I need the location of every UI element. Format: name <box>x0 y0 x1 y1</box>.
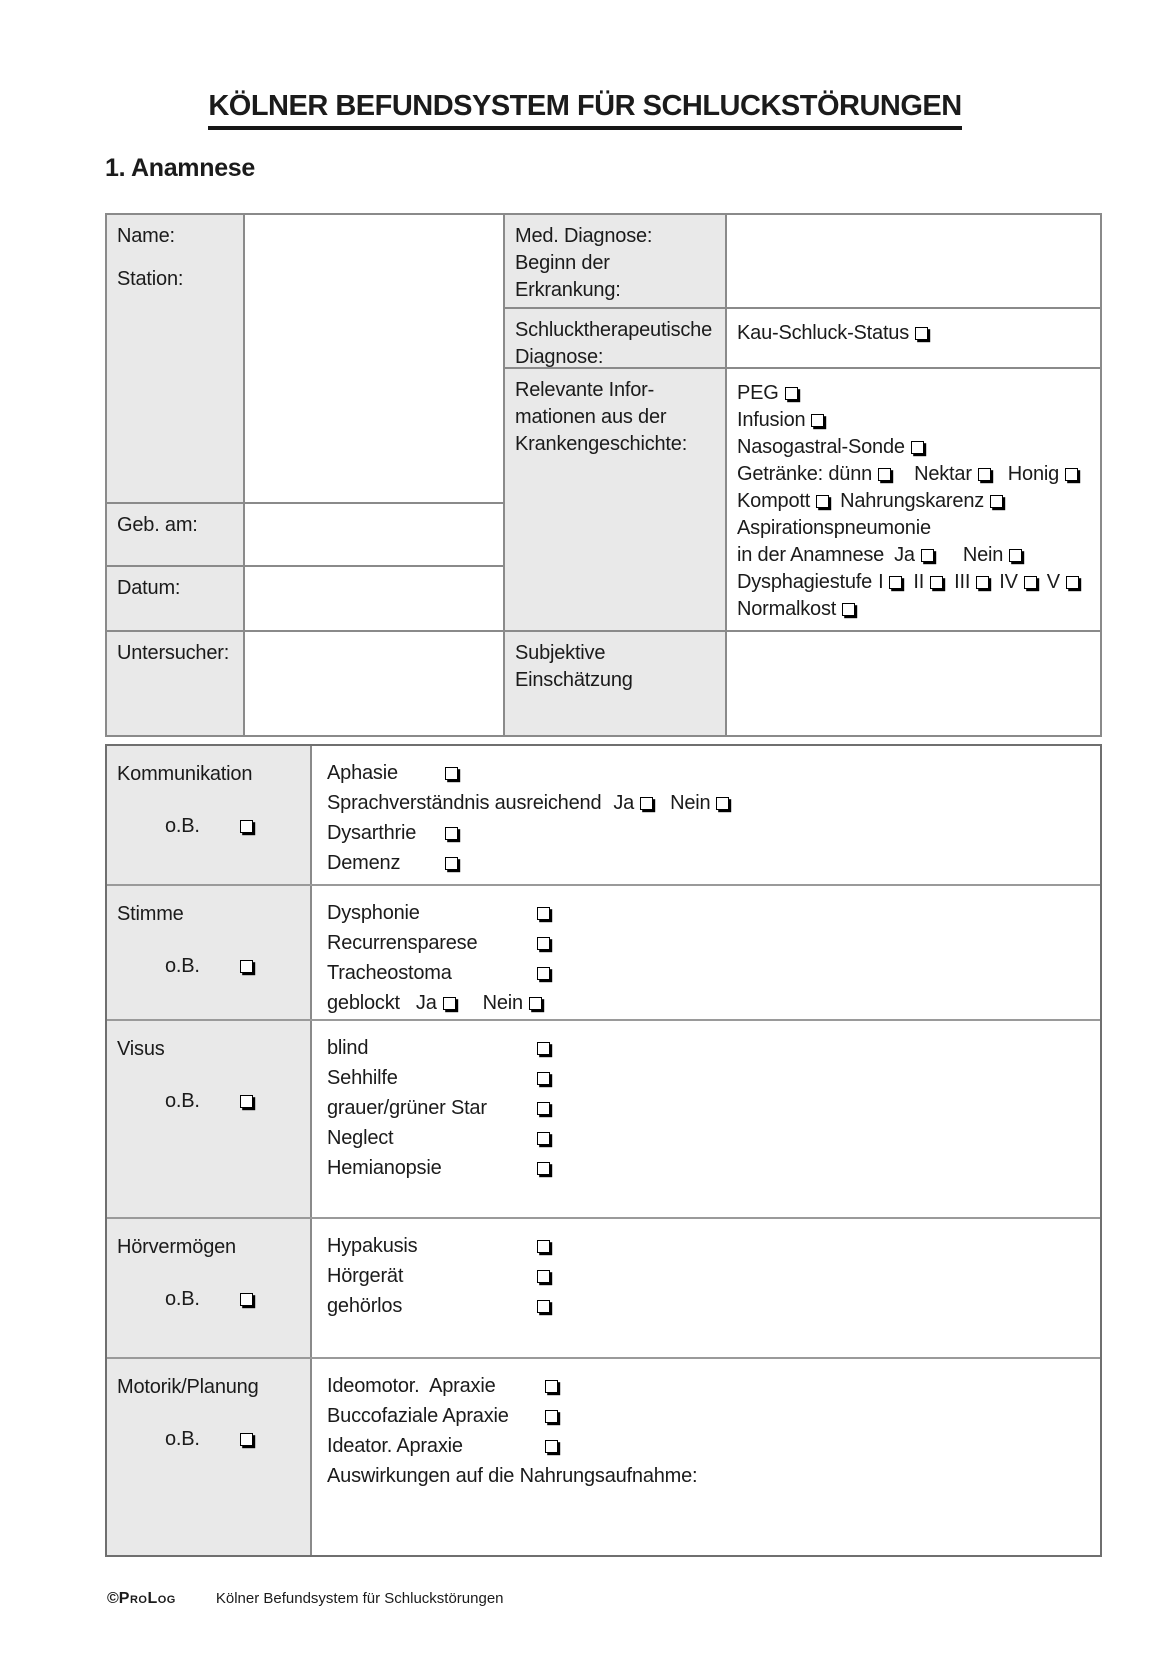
item-line <box>327 1123 1096 1153</box>
checkbox-icon[interactable] <box>811 414 824 427</box>
item-label: grauer/grüner Star <box>327 1096 487 1119</box>
ob-line <box>117 1428 304 1451</box>
checkbox-icon[interactable] <box>545 1440 558 1453</box>
item-line <box>737 434 1096 461</box>
med-diagnose-input-cell[interactable] <box>727 215 1100 307</box>
item-label: Nein <box>962 544 1004 566</box>
spacer <box>905 582 913 583</box>
checkbox-icon[interactable] <box>443 997 456 1010</box>
checkbox-icon[interactable] <box>537 907 550 920</box>
category-cell <box>107 746 312 884</box>
med-diagnose-label-cell <box>505 215 727 307</box>
relevante-info-label-1: Relevante Infor- <box>515 379 655 401</box>
item-label: Aspirationspneumonie <box>737 517 931 539</box>
med-diagnose-label: Med. Diagnose: <box>515 225 653 247</box>
item-label: Normalkost <box>737 598 837 620</box>
subjektive-label-1: Subjektive <box>515 642 606 664</box>
item-label: Ideomotor. Apraxie <box>327 1374 496 1397</box>
item-line <box>327 988 1096 1018</box>
row-untersucher <box>107 630 503 735</box>
item-label: Aphasie <box>327 761 398 784</box>
checkbox-icon[interactable] <box>537 1162 550 1175</box>
item-line <box>327 958 1096 988</box>
spacer <box>656 803 670 804</box>
schluck-diagnose-label-2: Diagnose: <box>515 346 604 368</box>
datum-label: Datum: <box>117 577 181 599</box>
findings-cell <box>312 746 1100 884</box>
checkbox-icon[interactable] <box>976 576 989 589</box>
findings-cell <box>312 1359 1100 1555</box>
item-label: Neglect <box>327 1126 394 1149</box>
spacer <box>937 555 963 556</box>
item-line <box>737 488 1096 515</box>
assessment-table <box>105 744 1102 1557</box>
spacer <box>832 501 840 502</box>
findings-cell <box>312 1021 1100 1217</box>
item-label: Infusion <box>737 409 806 431</box>
ob-line <box>117 955 304 978</box>
checkbox-icon[interactable] <box>240 1293 253 1306</box>
checkbox-icon[interactable] <box>545 1380 558 1393</box>
ob-line <box>117 1090 304 1113</box>
item-line <box>737 407 1096 434</box>
item-label: o.B. <box>165 1288 200 1310</box>
item-line <box>327 1153 1096 1183</box>
relevante-info-options-cell <box>727 369 1100 630</box>
name-label: Name: <box>117 225 175 247</box>
ob-line <box>117 815 304 838</box>
item-line <box>327 898 1096 928</box>
checkbox-icon[interactable] <box>445 827 458 840</box>
checkbox-icon[interactable] <box>889 576 902 589</box>
item-label: Dysphonie <box>327 901 420 924</box>
subjektive-einschaetzung-label-cell <box>505 632 727 735</box>
item-label: Ja <box>613 791 635 814</box>
item-label: Hypakusis <box>327 1234 418 1257</box>
checkbox-icon[interactable] <box>445 767 458 780</box>
checkbox-icon[interactable] <box>842 603 855 616</box>
name-station-label-cell <box>107 215 245 502</box>
item-label: Buccofaziale Apraxie <box>327 1404 509 1427</box>
item-label: Auswirkungen auf die Nahrungsaufnahme: <box>327 1464 698 1487</box>
item-line <box>737 380 1096 407</box>
row-name-station <box>107 215 503 502</box>
item-label: Ja <box>894 544 915 566</box>
item-line <box>737 596 1096 623</box>
item-label: o.B. <box>165 1090 200 1112</box>
item-line <box>327 1231 1096 1261</box>
spacer <box>601 803 613 804</box>
item-label: Tracheostoma <box>327 961 452 984</box>
checkbox-icon[interactable] <box>816 495 829 508</box>
checkbox-icon[interactable] <box>1065 468 1078 481</box>
checkbox-icon[interactable] <box>911 441 924 454</box>
item-label: Ideator. Apraxie <box>327 1434 463 1457</box>
spacer <box>894 474 914 475</box>
checkbox-icon[interactable] <box>537 1300 550 1313</box>
item-label: Hemianopsie <box>327 1156 442 1179</box>
checkbox-icon[interactable] <box>537 1042 550 1055</box>
untersucher-label-cell <box>107 632 245 735</box>
spacer <box>459 1003 483 1004</box>
anamnese-table-right <box>505 215 1100 735</box>
item-label: Dysarthrie <box>327 821 417 844</box>
item-line <box>327 1461 1096 1491</box>
assessment-row <box>107 884 1100 1019</box>
beginn-erkrankung-label: Beginn der Erkrankung: <box>515 252 621 301</box>
item-label: III <box>954 571 971 593</box>
spacer <box>994 474 1008 475</box>
item-label: I <box>878 571 884 593</box>
assessment-row <box>107 1357 1100 1555</box>
geb-am-label-cell <box>107 504 245 565</box>
spacer <box>1040 582 1047 583</box>
kau-schluck-status-cell <box>727 309 1100 367</box>
row-geb-am <box>107 502 503 565</box>
checkbox-icon[interactable] <box>640 797 653 810</box>
category-cell <box>107 886 312 1019</box>
row-med-diagnose <box>505 215 1100 307</box>
subjektive-label-2: Einschätzung <box>515 669 633 691</box>
category-cell <box>107 1219 312 1357</box>
item-label: Honig <box>1007 463 1060 485</box>
item-line <box>737 569 1096 596</box>
item-label: in der Anamnese <box>737 544 885 566</box>
item-label: Sehhilfe <box>327 1066 398 1089</box>
anamnese-table <box>105 213 1102 737</box>
spacer <box>992 582 999 583</box>
footer-document-title: Kölner Befundsystem für Schluckstörungen <box>215 1590 504 1607</box>
checkbox-icon[interactable] <box>1009 549 1022 562</box>
ob-line <box>117 1288 304 1311</box>
row-schlucktherapeutische-diagnose <box>505 307 1100 367</box>
checkbox-icon[interactable] <box>978 468 991 481</box>
item-label: Hörgerät <box>327 1264 404 1287</box>
row-datum <box>107 565 503 630</box>
item-label: IV <box>999 571 1018 593</box>
geb-am-input-cell[interactable] <box>245 504 503 565</box>
item-label: blind <box>327 1036 369 1059</box>
spacer <box>400 1003 416 1004</box>
item-label: geblockt <box>327 991 400 1014</box>
item-line <box>327 1033 1096 1063</box>
untersucher-input-cell[interactable] <box>245 632 503 735</box>
checkbox-icon[interactable] <box>445 857 458 870</box>
checkbox-icon[interactable] <box>240 1433 253 1446</box>
schluck-diagnose-label-1: Schlucktherapeutische <box>515 319 713 341</box>
relevante-info-label-3: Krankengeschichte: <box>515 433 688 455</box>
relevante-info-label-cell <box>505 369 727 630</box>
subjektive-einschaetzung-input-cell[interactable] <box>727 632 1100 735</box>
checkbox-icon[interactable] <box>1024 576 1037 589</box>
item-line <box>737 461 1096 488</box>
item-line <box>327 1401 1096 1431</box>
category-label: Kommunikation <box>117 763 253 785</box>
item-label: PEG <box>737 382 779 404</box>
checkbox-icon[interactable] <box>537 967 550 980</box>
anamnese-table-left <box>107 215 505 735</box>
item-line <box>737 320 1096 347</box>
spacer <box>946 582 954 583</box>
item-label: V <box>1046 571 1060 593</box>
category-cell <box>107 1021 312 1217</box>
item-label: Nahrungskarenz <box>840 490 985 512</box>
category-label: Hörvermögen <box>117 1236 236 1258</box>
findings-cell <box>312 886 1100 1019</box>
item-label: Nein <box>482 991 523 1014</box>
item-label: Recurrensparese <box>327 931 478 954</box>
title-wrap <box>0 0 1170 130</box>
copyright-symbol: © <box>107 1590 119 1607</box>
checkbox-icon[interactable] <box>537 1240 550 1253</box>
item-label: o.B. <box>165 1428 200 1450</box>
item-line <box>327 1291 1096 1321</box>
item-line <box>737 515 1096 542</box>
checkbox-icon[interactable] <box>537 1072 550 1085</box>
row-subjektive-einschaetzung <box>505 630 1100 735</box>
category-label: Stimme <box>117 903 184 925</box>
item-line <box>737 542 1096 569</box>
assessment-row <box>107 746 1100 884</box>
checkbox-icon[interactable] <box>529 997 542 1010</box>
checkbox-icon[interactable] <box>240 820 253 833</box>
item-line <box>327 848 1096 878</box>
checkbox-icon[interactable] <box>240 1095 253 1108</box>
item-label: Nein <box>670 791 711 814</box>
section-heading: 1. Anamnese <box>105 154 256 182</box>
publisher-name: ProLog <box>118 1590 176 1607</box>
item-label: Nasogastral-Sonde <box>737 436 905 458</box>
item-line <box>327 928 1096 958</box>
item-line <box>327 1261 1096 1291</box>
datum-label-cell <box>107 567 245 630</box>
publisher-logo <box>107 1590 176 1608</box>
assessment-row <box>107 1217 1100 1357</box>
findings-cell <box>312 1219 1100 1357</box>
item-line <box>327 1431 1096 1461</box>
item-label: II <box>913 571 925 593</box>
item-label: Sprachverständnis ausreichend <box>327 791 602 814</box>
item-label: o.B. <box>165 955 200 977</box>
checkbox-icon[interactable] <box>1066 576 1079 589</box>
item-line <box>327 818 1096 848</box>
checkbox-icon[interactable] <box>915 327 928 340</box>
checkbox-icon[interactable] <box>545 1410 558 1423</box>
relevante-info-label-2: mationen aus der <box>515 406 667 428</box>
checkbox-icon[interactable] <box>537 937 550 950</box>
item-label: o.B. <box>165 815 200 837</box>
category-label: Visus <box>117 1038 165 1060</box>
schluck-diagnose-label-cell <box>505 309 727 367</box>
spacer <box>884 555 894 556</box>
checkbox-icon[interactable] <box>921 549 934 562</box>
datum-input-cell[interactable] <box>245 567 503 630</box>
footer <box>107 1590 504 1608</box>
item-line <box>327 1093 1096 1123</box>
checkbox-icon[interactable] <box>537 1270 550 1283</box>
checkbox-icon[interactable] <box>716 797 729 810</box>
checkbox-icon[interactable] <box>878 468 891 481</box>
category-cell <box>107 1359 312 1555</box>
untersucher-label: Untersucher: <box>117 642 230 664</box>
name-station-input-cell[interactable] <box>245 215 503 502</box>
item-line <box>327 758 1096 788</box>
category-label: Motorik/Planung <box>117 1376 259 1398</box>
checkbox-icon[interactable] <box>990 495 1003 508</box>
checkbox-icon[interactable] <box>930 576 943 589</box>
item-label: Nektar <box>914 463 972 485</box>
item-line <box>327 788 1096 818</box>
checkbox-icon[interactable] <box>785 387 798 400</box>
checkbox-icon[interactable] <box>537 1132 550 1145</box>
item-label: gehörlos <box>327 1294 403 1317</box>
station-label: Station: <box>117 268 184 290</box>
item-label: Dysphagiestufe <box>737 571 873 593</box>
item-label: Ja <box>415 991 437 1014</box>
item-line <box>327 1063 1096 1093</box>
checkbox-icon[interactable] <box>240 960 253 973</box>
geb-am-label: Geb. am: <box>117 514 198 536</box>
item-line <box>327 1371 1096 1401</box>
assessment-row <box>107 1019 1100 1217</box>
item-label: Getränke: dünn <box>737 463 873 485</box>
item-label: Demenz <box>327 851 401 874</box>
row-relevante-informationen <box>505 367 1100 630</box>
form-title: KÖLNER BEFUNDSYSTEM FÜR SCHLUCKSTÖRUNGEN <box>208 90 961 130</box>
item-label: Kau-Schluck-Status <box>737 322 910 344</box>
item-label: Kompott <box>737 490 811 512</box>
checkbox-icon[interactable] <box>537 1102 550 1115</box>
